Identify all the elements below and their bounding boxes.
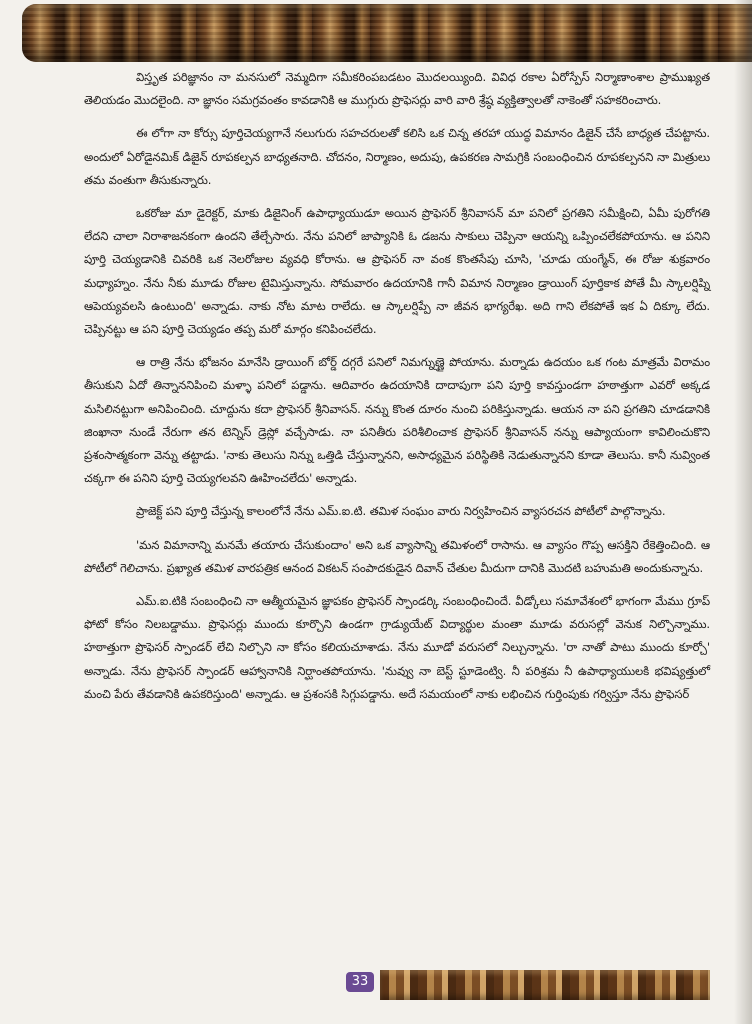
banner-shading <box>22 4 752 62</box>
article-body <box>84 66 710 716</box>
paragraph-2: ఈ లోగా నా కోర్సు పూర్తిచెయ్యగానే నలుగురు సహచరులతో కలిసి ఒక చిన్న తరహా యుద్ధ విమానం డిజైన్ చేసే బాధ్యత చేపట్టాను. అందులో ఏరోడైనమిక్ డిజైన్ రూపకల్పన బాధ్యతనాది. చోదనం, నిర్మాణం, అదుపు, ఉపకరణ సామగ్రికి సంబంధించిన రూపకల్పనని నా మిత్రులు తమ వంతుగా తీసుకున్నారు. <box>84 126 710 187</box>
page-number: 33 <box>346 972 374 992</box>
paragraph-7: ఎమ్.ఐ.టికి సంబంధించి నా ఆత్మీయమైన జ్ఞాపకం ప్రొఫెసర్ స్పాండర్కి సంబంధించిందే. వీడ్కోలు సమావేశంలో భాగంగా మేము గ్రూప్ ఫోటో కోసం నిలబడ్డాము. ప్రొఫెసర్లు ముందు కూర్చొని ఉండగా గ్రాడ్యుయేట్ విద్యార్థుల మంతా మూడు వరుసల్లో వెనుక నిల్చొన్నాము. హఠాత్తుగా ప్రొఫెసర్ స్పాండర్ లేచి నిల్చొని నా కోసం కలియచూశాడు. నేను మూడో వరుసలో నిల్చున్నాను. 'రా నాతో పాటు ముందు కూర్చో' అన్నాడు. నేను ప్రొఫెసర్ స్పాండర్ ఆహ్వానానికి నిర్ఘాంతపోయాను. 'నువ్వు నా బెస్ట్ స్టూడెంట్వి. నీ పరిశ్రమ నీ ఉపాధ్యాయులకి భవిష్యత్తులో మంచి పేరు తేవడానికి ఉపకరిస్తుంది' అన్నాడు. ఆ ప్రశంసకి సిగ్గుపడ్డాను. అదే సమయంలో నాకు లభించిన గుర్తింపుకు గర్విస్తూ నేను ప్రొఫెసర్ <box>84 594 710 701</box>
paragraph-1: విస్తృత పరిజ్ఞానం నా మనసులో నెమ్మదిగా సమీకరింపబడటం మొదలయ్యింది. వివిధ రకాల ఏరోస్పేస్ నిర్మాణాంశాల ప్రాముఖ్యత తెలియడం మొదలైంది. నా జ్ఞానం సమగ్రవంతం కావడానికి ఆ ముగ్గురు ప్రొఫెసర్లు వారి వారి శ్రేష్ఠ వ్యక్తిత్వాలతో నాకెంతో సహకరించారు. <box>84 70 710 108</box>
header-decorative-banner <box>22 4 752 62</box>
paragraph-3: ఒకరోజు మా డైరెక్టర్, మాకు డిజైనింగ్ ఉపాధ్యాయుడూ అయిన ప్రొఫెసర్ శ్రీనివాసన్ మా పనిలో ప్రగతిని సమీక్షించి, ఏమీ పురోగతి లేదని చాలా నిరాశాజనకంగా ఉందని తేల్చేసారు. నేను పనిలో జాప్యానికి ఓ డజను సాకులు చెప్పినా ఆయన్ని ఒప్పించలేకపోయాను. ఆ పనిని పూర్తి చెయ్యడానికి చివరికి ఒక నెలరోజుల వ్యవధి కోరాను. ఆ ప్రొఫెసర్ నా వంక కొంతసేపు చూసి, 'చూడు యంగ్మేన్, ఈ రోజు శుక్రవారం మధ్యాహ్నం. నేను నీకు మూడు రోజుల టైమిస్తున్నాను. సోమవారం ఉదయానికి గానీ విమాన నిర్మాణం డ్రాయింగ్ పూర్తికాక పోతే మీ స్కాలర్షిప్ని ఆపెయ్యవలసి ఉంటుంది' అన్నాడు. నాకు నోట మాట రాలేదు. ఆ స్కాలర్షిప్పే నా జీవన భాగ్యరేఖ. అది గాని లేకపోతే ఇక ఏ దిక్కూ లేదు. చెప్పినట్టు ఆ పని పూర్తి చెయ్యడం తప్ప మరో మార్గం కనిపించలేదు. <box>84 206 710 337</box>
footer-decorative-banner <box>380 970 710 1000</box>
paragraph-5: ప్రాజెక్ట్ పని పూర్తి చేస్తున్న కాలంలోనే నేను ఎమ్.ఐ.టి. తమిళ సంఘం వారు నిర్వహించిన వ్యాసరచన పోటీలో పాల్గొన్నాను. <box>136 504 666 519</box>
page-edge-shadow <box>734 0 752 1024</box>
paragraph-6: 'మన విమానాన్ని మనమే తయారు చేసుకుందాం' అని ఒక వ్యాసాన్ని తమిళంలో రాసాను. ఆ వ్యాసం గొప్ప ఆసక్తిని రేకెత్తించింది. ఆ పోటీలో గెలిచాను. ప్రఖ్యాత తమిళ వారపత్రిక ఆనంద వికటన్ సంపాదకుడైన దివాన్ చేతుల మీదుగా దానికి మొదటి బహుమతి అందుకున్నాను. <box>84 537 710 575</box>
paragraph-4: ఆ రాత్రి నేను భోజనం మానేసి డ్రాయింగ్ బోర్డ్ దగ్గరే పనిలో నిమగ్నుణ్ణై పోయాను. మర్నాడు ఉదయం ఒక గంట మాత్రమే విరామం తీసుకుని ఏదో తిన్నాననిపించి మళ్ళా పనిలో పడ్డాను. ఆదివారం ఉదయానికి దాదాపుగా పని పూర్తి కావస్తుండగా హఠాత్తుగా ఎవరో అక్కడ మసిలినట్టుగా అనిపించింది. చూద్దును కదా ప్రొఫెసర్ శ్రీనివాసన్. నన్ను కొంత దూరం నుంచి పరికిస్తున్నాడు. ఆయన నా పని ప్రగతిని చూడడానికి జింఖానా నుండే నేరుగా తన టెన్నిస్ డ్రెస్లో వచ్చేసాడు. నా పనితీరు పరిశీలించాక ప్రొఫెసర్ శ్రీనివాసన్ నన్ను ఆప్యాయంగా కావిలించుకొని ప్రశంసాత్మకంగా వెన్ను తట్టాడు. 'నాకు తెలుసు నిన్ను ఒత్తిడి చేస్తున్నానని, అసాధ్యమైన పరిస్థితికి నెడుతున్నానని కూడా తెలుసు. కానీ నువ్వింత చక్కగా ఈ పనిని పూర్తి చెయ్యగలవని ఊహించలేదు' అన్నాడు. <box>84 355 710 486</box>
